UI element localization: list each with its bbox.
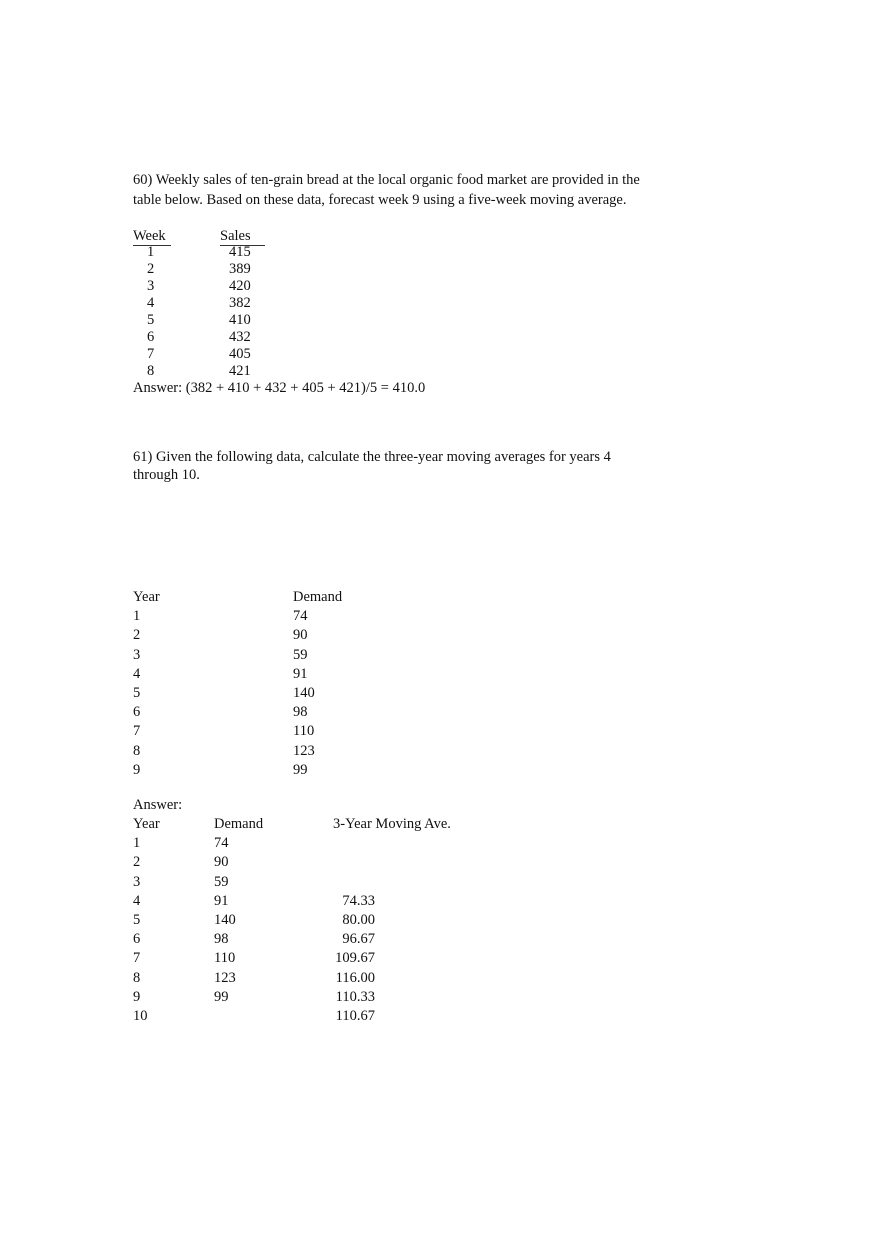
question-61-answer-label: Answer: xyxy=(133,797,183,813)
demand-cell: 110 xyxy=(293,723,315,740)
demand-cell: 91 xyxy=(293,665,308,682)
week-cell: 1 xyxy=(147,244,155,260)
table-row xyxy=(133,1007,533,1026)
table-row xyxy=(133,873,533,892)
demand-column-header: Demand xyxy=(293,589,343,605)
table-row xyxy=(133,722,433,741)
year-cell: 8 xyxy=(133,742,141,759)
year-cell: 8 xyxy=(133,969,141,986)
demand-cell: 123 xyxy=(214,969,236,986)
table-row xyxy=(133,969,533,988)
week-cell: 8 xyxy=(147,363,155,379)
table-row xyxy=(133,703,433,722)
table-row xyxy=(133,684,433,703)
table-row xyxy=(133,278,333,295)
week-cell: 6 xyxy=(147,329,155,345)
sales-cell: 405 xyxy=(229,346,251,362)
demand-cell: 59 xyxy=(293,646,308,663)
moving-average-cell: 110.33 xyxy=(335,988,375,1005)
table-row xyxy=(133,244,333,261)
demand-cell: 99 xyxy=(214,988,229,1005)
moving-average-cell: 109.67 xyxy=(335,950,375,967)
demand-cell: 98 xyxy=(293,704,308,721)
question-61-line-2: through 10. xyxy=(133,467,200,483)
question-60-text xyxy=(133,170,640,210)
year-cell: 1 xyxy=(133,835,141,852)
demand-cell: 59 xyxy=(214,873,229,890)
sales-cell: 432 xyxy=(229,329,251,345)
year-cell: 6 xyxy=(133,931,141,948)
yearly-demand-table xyxy=(133,588,433,780)
table-row xyxy=(133,834,533,853)
demand-column-header: Demand xyxy=(214,816,264,832)
table-row xyxy=(133,742,433,761)
table-header-row xyxy=(133,815,533,834)
table-row xyxy=(133,988,533,1007)
demand-cell: 110 xyxy=(214,950,236,967)
year-cell: 3 xyxy=(133,646,141,663)
table-row xyxy=(133,295,333,312)
moving-average-cell: 116.00 xyxy=(335,969,375,986)
year-cell: 5 xyxy=(133,911,141,928)
demand-cell: 90 xyxy=(293,627,308,644)
moving-average-cell: 80.00 xyxy=(342,911,375,928)
year-cell: 9 xyxy=(133,761,141,778)
year-cell: 7 xyxy=(133,950,141,967)
week-cell: 2 xyxy=(147,261,155,277)
sales-column-header: Sales xyxy=(220,228,265,246)
year-cell: 2 xyxy=(133,854,141,871)
demand-cell: 98 xyxy=(214,931,229,948)
table-row xyxy=(133,646,433,665)
table-row xyxy=(133,853,533,872)
table-row xyxy=(133,329,333,346)
table-row xyxy=(133,911,533,930)
table-row xyxy=(133,261,333,278)
year-cell: 4 xyxy=(133,665,141,682)
week-cell: 4 xyxy=(147,295,155,311)
table-row xyxy=(133,892,533,911)
week-cell: 3 xyxy=(147,278,155,294)
table-row xyxy=(133,665,433,684)
demand-cell: 74 xyxy=(214,835,229,852)
table-row xyxy=(133,312,333,329)
question-60-line-2: table below. Based on these data, forecast week 9 using a five-week moving average. xyxy=(133,192,627,208)
table-header-row xyxy=(133,588,433,607)
moving-average-cell: 96.67 xyxy=(342,931,375,948)
table-row xyxy=(133,949,533,968)
table-row xyxy=(133,607,433,626)
table-row xyxy=(133,930,533,949)
moving-average-cell: 110.67 xyxy=(335,1007,375,1024)
year-cell: 9 xyxy=(133,988,141,1005)
week-cell: 5 xyxy=(147,312,155,328)
table-row xyxy=(133,363,333,380)
moving-average-column-header: 3-Year Moving Ave. xyxy=(333,816,451,832)
question-60-line-1: 60) Weekly sales of ten-grain bread at the local organic food market are provided in the xyxy=(133,172,640,188)
question-61-line-1: 61) Given the following data, calculate the three-year moving averages for years 4 xyxy=(133,449,611,465)
moving-average-answer-table xyxy=(133,815,533,1026)
demand-cell: 91 xyxy=(214,892,229,909)
year-cell: 10 xyxy=(133,1007,148,1024)
week-column-header: Week xyxy=(133,228,171,246)
demand-cell: 140 xyxy=(293,684,315,701)
question-60-answer: Answer: (382 + 410 + 432 + 405 + 421)/5 = 410.0 xyxy=(133,380,426,396)
sales-cell: 420 xyxy=(229,278,251,294)
year-cell: 5 xyxy=(133,684,141,701)
question-61-text xyxy=(133,448,611,484)
year-cell: 7 xyxy=(133,723,141,740)
weekly-sales-table xyxy=(133,244,333,380)
year-cell: 2 xyxy=(133,627,141,644)
year-cell: 4 xyxy=(133,892,141,909)
demand-cell: 140 xyxy=(214,911,236,928)
sales-cell: 410 xyxy=(229,312,251,328)
sales-cell: 415 xyxy=(229,244,251,260)
sales-cell: 421 xyxy=(229,363,251,379)
table-row xyxy=(133,346,333,363)
demand-cell: 74 xyxy=(293,608,308,625)
year-column-header: Year xyxy=(133,816,160,832)
demand-cell: 99 xyxy=(293,761,308,778)
year-cell: 6 xyxy=(133,704,141,721)
year-cell: 1 xyxy=(133,608,141,625)
demand-cell: 123 xyxy=(293,742,315,759)
moving-average-cell: 74.33 xyxy=(342,892,375,909)
year-column-header: Year xyxy=(133,589,160,605)
demand-cell: 90 xyxy=(214,854,229,871)
year-cell: 3 xyxy=(133,873,141,890)
table-row xyxy=(133,626,433,645)
sales-cell: 389 xyxy=(229,261,251,277)
table-row xyxy=(133,761,433,780)
week-cell: 7 xyxy=(147,346,155,362)
sales-cell: 382 xyxy=(229,295,251,311)
